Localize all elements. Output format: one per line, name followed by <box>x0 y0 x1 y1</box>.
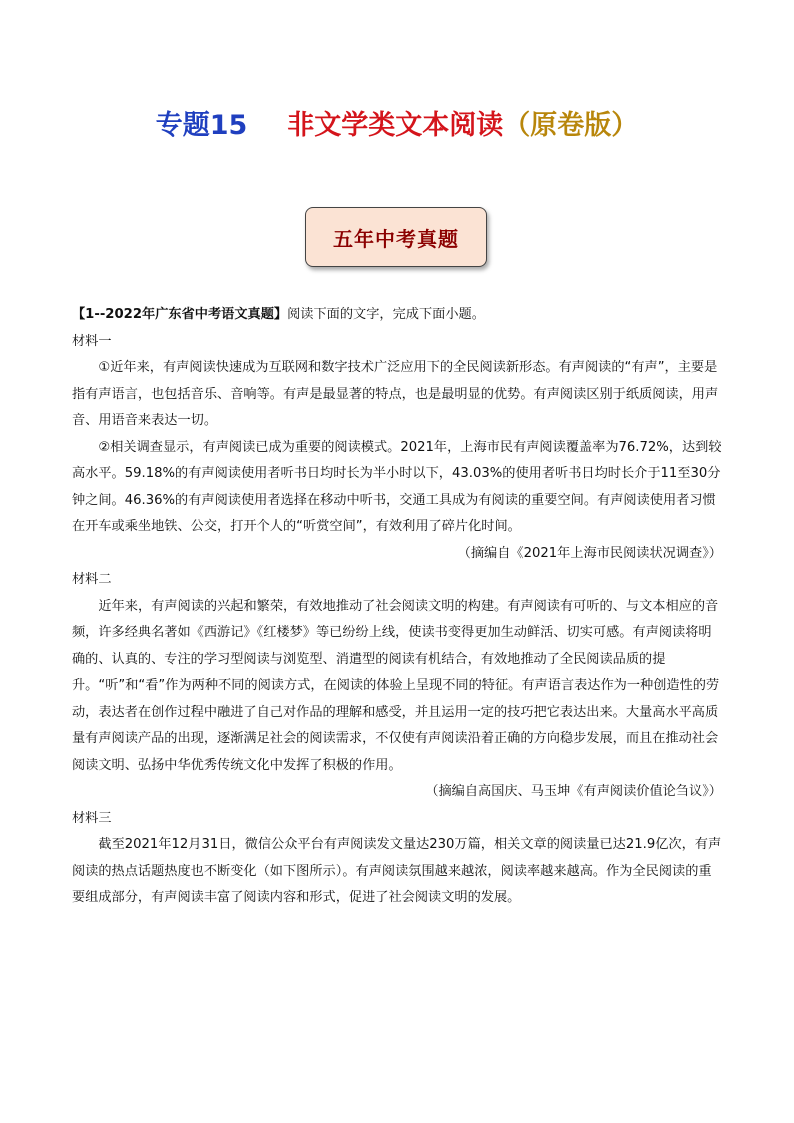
material3-paragraph1: 截至2021年12月31日，微信公众平台有声阅读发文量达230万篇，相关文章的阅读量已达21.9亿次，有声阅读的热点话题热度也不断变化（如下图所示）。有声阅读氛围越来越浓，阅读率越来越高。作为全民阅读的重要组成部分，有声阅读丰富了阅读内容和形式，促进了社会阅读文明的发展。 <box>72 837 722 905</box>
material1-paragraph1: ①近年来，有声阅读快速成为互联网和数字技术广泛应用下的全民阅读新形态。有声阅读的“有声”，主要是指有声语言，也包括音乐、音响等。有声是最显著的特点，也是最明显的优势。有声阅读区别于纸质阅读，用声音、用语音来表达一切。 <box>72 360 719 428</box>
material1-citation: （摘编自《2021年上海市民阅读状况调查》） <box>457 545 722 561</box>
material3-label: 材料三 <box>72 810 112 826</box>
section-badge: 五年中考真题 <box>305 207 487 267</box>
material2-paragraph1: 近年来，有声阅读的兴起和繁荣，有效地推动了社会阅读文明的构建。有声阅读有可听的、与文本相应的音频，许多经典名著如《西游记》《红楼梦》等已纷纷上线，使读书变得更加生动鲜活、切实可感。有声阅读将明确的、认真的、专注的学习型阅读与浏览型、消遣型的阅读有机结合，有效地推动了全民阅读品质的提升。“听”和“看”作为两种不同的阅读方式，在阅读的体验上呈现不同的特征。有声语言表达作为一种创造性的劳动，表达者在创作过程中融进了自己对作品的理解和感受，并且运用一定的技巧把它表达出来。大量高水平高质量有声阅读产品的出现，逐渐满足社会的阅读需求，不仅使有声阅读沿着正确的方向稳步发展，而且在推动社会阅读文明、弘扬中华优秀传统文化中发挥了积极的作用。 <box>72 598 720 773</box>
question-instruction: 阅读下面的文字，完成下面小题。 <box>287 307 485 322</box>
topic-title: 非文学类文本阅读 <box>287 110 504 141</box>
question-header <box>72 302 722 329</box>
edition-label: （原卷版） <box>503 110 639 141</box>
material1-paragraph2: ②相关调查显示，有声阅读已成为重要的阅读模式。2021年，上海市民有声阅读覆盖率为76.72%，达到较高水平。59.18%的有声阅读使用者听书日均时长为半小时以下，43.03%的使用者听书日均时长介于11至30分钟之间。46.36%的有声阅读使用者选择在移动中听书，交通工具成为有阅读的重要空间。有声阅读使用者习惯在开车或乘坐地铁、公交，打开个人的“听赏空间”，有效利用了碎片化时间。 <box>72 439 722 534</box>
question-source: 【1--2022年广东省中考语文真题】 <box>72 307 288 322</box>
document-body <box>72 302 722 912</box>
topic-number: 专题15 <box>155 110 248 141</box>
material2-citation: （摘编自高国庆、马玉坤《有声阅读价值论刍议》） <box>425 784 722 799</box>
material2-label: 材料二 <box>72 572 112 587</box>
material1-label: 材料一 <box>72 333 112 349</box>
page-title <box>0 103 794 142</box>
